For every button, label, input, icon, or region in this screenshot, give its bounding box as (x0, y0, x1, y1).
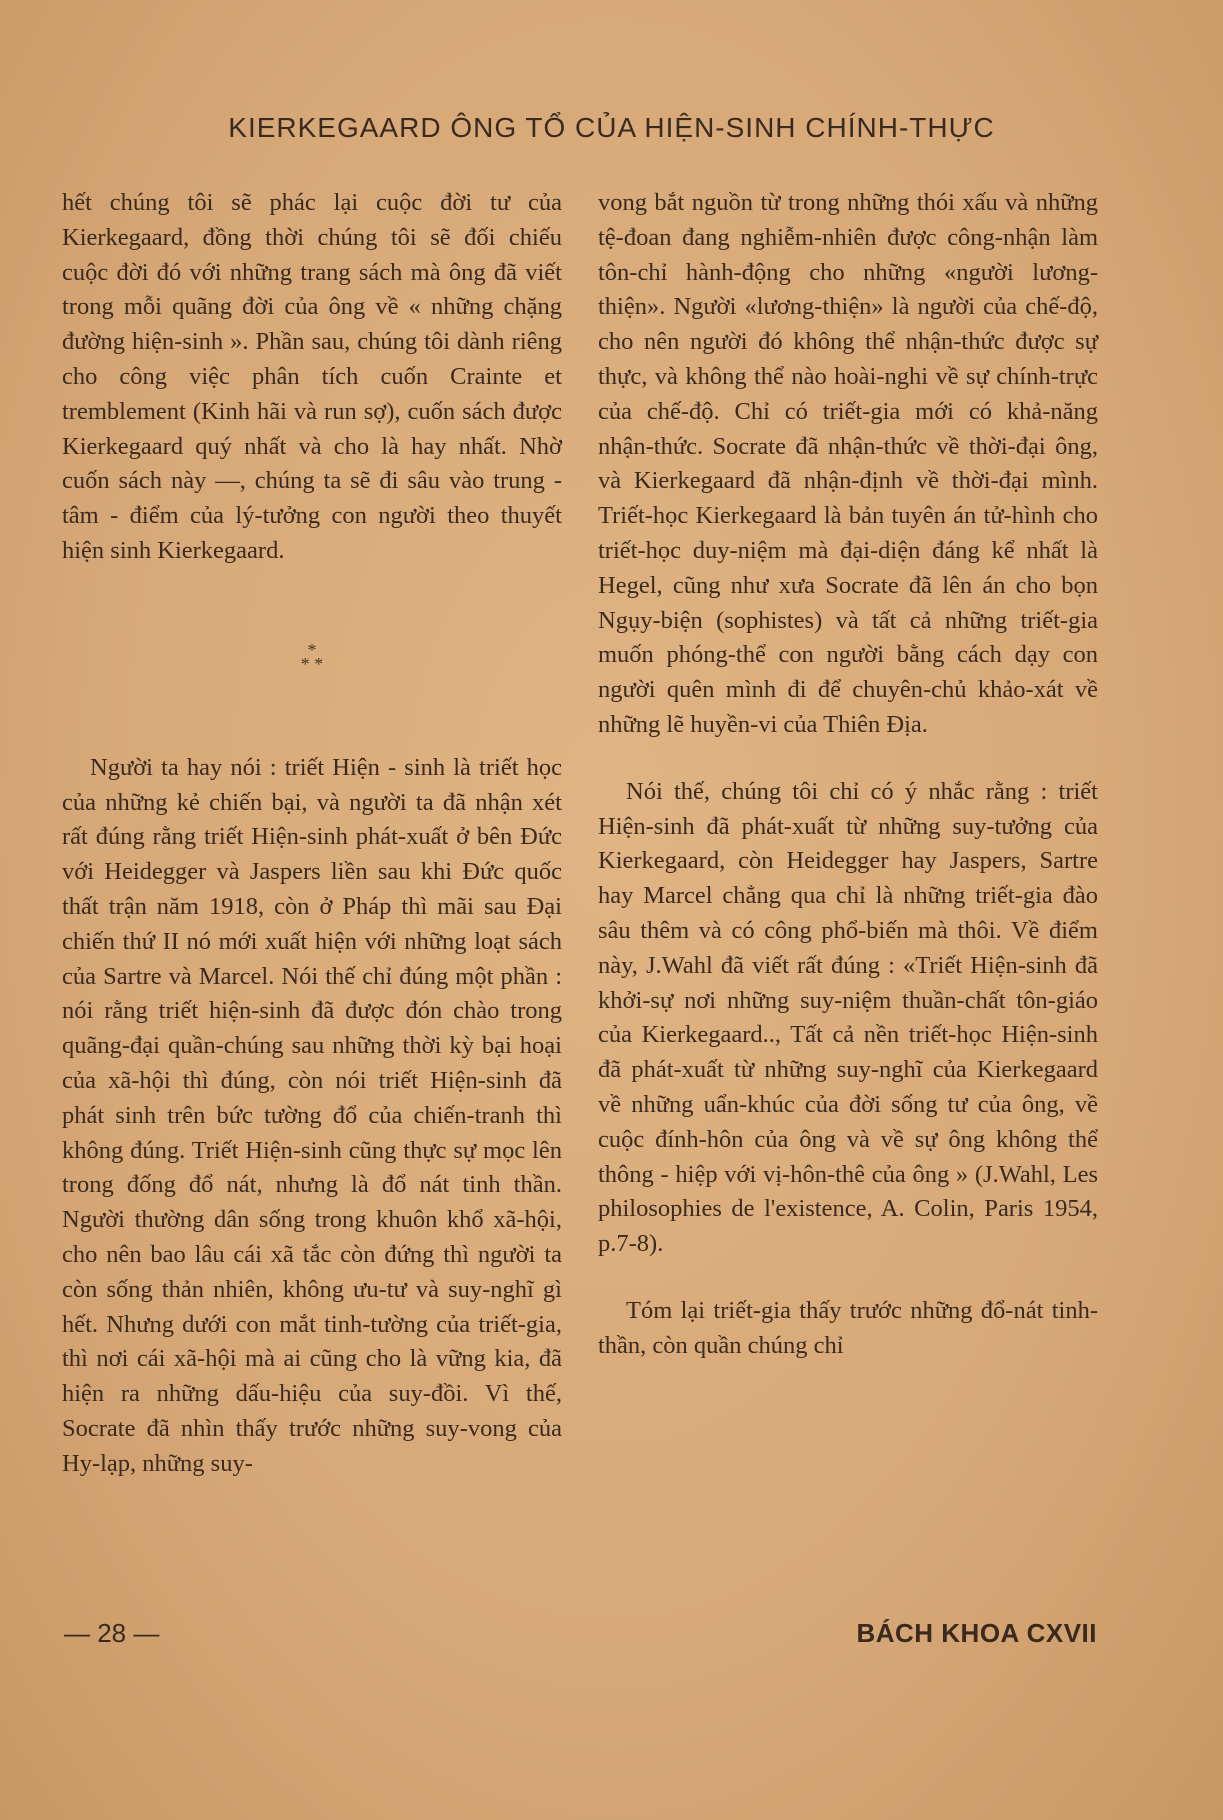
journal-name: BÁCH KHOA CXVII (856, 1618, 1097, 1648)
left-column (62, 186, 562, 1514)
page-header-title: KIERKEGAARD ÔNG TỔ CỦA HIỆN-SINH CHÍNH-THỰC (228, 112, 995, 143)
section-separator (62, 601, 562, 751)
asterism: * * * (300, 639, 324, 674)
left-paragraph-2: Người ta hay nói : triết Hiện - sinh là triết học của những kẻ chiến bại, và người ta đã nhận xét rất đúng rằng triết Hiện-sinh phát-xuất ở bên Đức với Heidegger và Jaspers liền sau khi Đức quốc thất trận năm 1918, còn ở Pháp thì mãi sau Đại chiến thứ II nó mới xuất hiện với những loạt sách của Sartre và Marcel. Nói thế chỉ đúng một phần : nói rằng triết hiện-sinh đã được đón chào trong quãng-đại quần-chúng sau những thời kỳ bại hoại của xã-hội thì đúng, còn nói triết Hiện-sinh đã phát sinh trên bức tường đổ của chiến-tranh thì không đúng. Triết Hiện-sinh cũng thực sự mọc lên trong đống đổ nát, nhưng là đổ nát tinh thần. Người thường dân sống trong khuôn khổ xã-hội, cho nên bao lâu cái xã tắc còn đứng thì người ta còn sống thản nhiên, không ưu-tư và suy-nghĩ gì hết. Nhưng dưới con mắt tinh-tường của triết-gia, thì nơi cái xã-hội mà ai cũng cho là vững kia, đã hiện ra những dấu-hiệu của suy-đồi. Vì thế, Socrate đã nhìn thấy trước những suy-vong của Hy-lạp, những suy- (62, 753, 562, 1477)
page-number: — 28 — (64, 1618, 160, 1648)
right-paragraph-1: vong bắt nguồn từ trong những thói xấu và những tệ-đoan đang nghiễm-nhiên được công-nhận làm tôn-chỉ hành-động cho những «người lương-thiện». Người «lương-thiện» là người của chế-độ, cho nên người đó không thể nhận-thức được sự thực, và không thể nào hoài-nghi về sự chính-trực của chế-độ. Chỉ có triết-gia mới có khả-năng nhận-thức. Socrate đã nhận-thức về thời-đại ông, và Kierkegaard đã nhận-định về thời-đại mình. Triết-học Kierkegaard là bản tuyên án tử-hình cho triết-học duy-niệm mà đại-diện đáng kể nhất là Hegel, cũng như xưa Socrate đã lên án cho bọn Ngụy-biện (sophistes) và tất cả những triết-gia muốn phóng-thể con người bằng cách dạy con người quên mình đi để chuyên-chủ khảo-xát về những lẽ huyền-vi của Thiên Địa. (598, 189, 1098, 738)
left-paragraph-1: hết chúng tôi sẽ phác lại cuộc đời tư của Kierkegaard, đồng thời chúng tôi sẽ đối chiếu cuộc đời đó với những trang sách mà ông đã viết trong mỗi quãng đời của ông về « những chặng đường hiện-sinh ». Phần sau, chúng tôi dành riêng cho công việc phân tích cuốn Crainte et tremblement (Kinh hãi và run sợ), cuốn sách được Kierkegaard quý nhất và cho là hay nhất. Nhờ cuốn sách này —, chúng ta sẽ đi sâu vào trung - tâm - điểm của lý-tưởng con người theo thuyết hiện sinh Kierkegaard. (62, 189, 562, 564)
right-column (598, 186, 1098, 1396)
right-paragraph-2: Nói thế, chúng tôi chỉ có ý nhắc rằng : triết Hiện-sinh đã phát-xuất từ những suy-tưởng của Kierkegaard, còn Heidegger hay Jaspers, Sartre hay Marcel chẳng qua chỉ là những triết-gia đào sâu thêm và có công phổ-biến mà thôi. Về điểm này, J.Wahl đã viết rất đúng : «Triết Hiện-sinh đã khởi-sự nơi những suy-niệm thuần-chất tôn-giáo của Kierkegaard.., Tất cả nền triết-học Hiện-sinh đã phát-xuất từ những suy-nghĩ của Kierkegaard về những uẩn-khúc của đời sống tư của ông, về cuộc đính-hôn của ông và về sự ông không thể thông - hiệp với vị-hôn-thê của ông » (J.Wahl, Les philosophies de l'existence, A. Colin, Paris 1954, p.7-8). (598, 777, 1098, 1258)
right-paragraph-3: Tóm lại triết-gia thấy trước những đổ-nát tinh-thần, còn quần chúng chỉ (598, 1296, 1098, 1359)
